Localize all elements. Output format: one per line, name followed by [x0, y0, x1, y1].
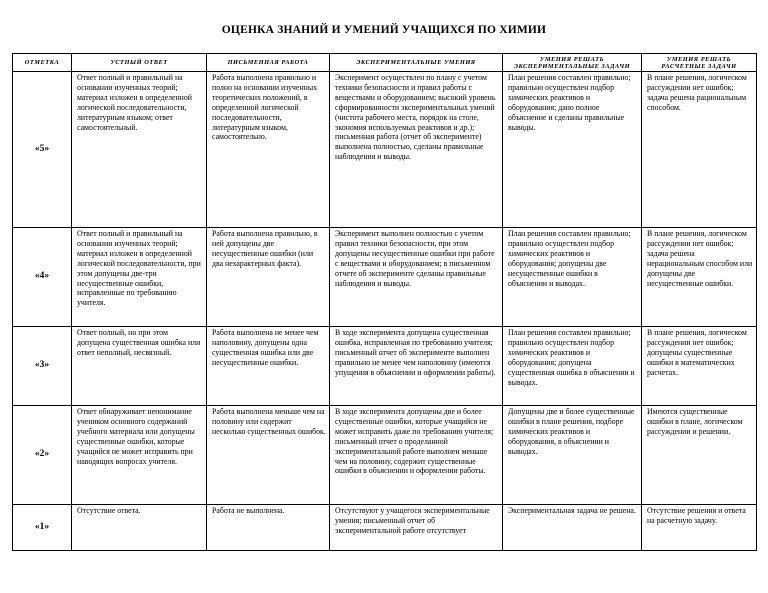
- table-body: [13, 72, 757, 551]
- experimental-skills-cell: В ходе эксперимента допущена существенная ошибка, исправленная по требованию учителя; письменный отчет об эксперименте выполнен правильно не менее чем наполовину (имеются упущения в объяснении и оформлении работы).: [330, 327, 503, 406]
- calc-tasks-cell: Отсутствие решения и ответа на расчетную задачу.: [642, 505, 757, 551]
- written-work-cell: Работа выполнена меньше чем на половину или содержит несколько существенных ошибок.: [207, 406, 330, 505]
- table-row: [13, 406, 757, 505]
- table-header: [13, 54, 757, 72]
- header-experimental-skills: ЭКСПЕРИМЕНТАЛЬНЫЕ УМЕНИЯ: [330, 54, 503, 72]
- calc-tasks-cell: В плане решения, логическом рассуждении нет ошибок; задача решена нерациональным способом или допущены две несущественные ошибки.: [642, 228, 757, 327]
- header-grade: ОТМЕТКА: [13, 54, 72, 72]
- grade-cell: «4»: [13, 228, 72, 327]
- experimental-skills-cell: Эксперимент осуществлен по плану с учетом техники безопасности и правил работы с веществами и оборудованием; высокий уровень сформированности экспериментальных умений (чистота рабочего места, порядок на столе, экономия используемых реактивов и др.); письменная работа (отчет об эксперименте) выполнена полностью, сделаны правильные наблюдения и выводы.: [330, 72, 503, 228]
- oral-answer-cell: Ответ обнаруживает непонимание учеником основного содержаний учебного материала или допущены существенные ошибки, которые учащийся не может исправить при наводящих вопросах учителя.: [72, 406, 207, 505]
- header-row: [13, 54, 757, 72]
- oral-answer-cell: Ответ полный и правильный на основании изученных теорий; материал изложен в определенной логической последовательности, при этом допущены две-три несущественные ошибки, исправленные по требованию учителя.: [72, 228, 207, 327]
- written-work-cell: Работа выполнена не менее чем наполовину, допущены одна существенная ошибка или две несущественные ошибки.: [207, 327, 330, 406]
- oral-answer-cell: Ответ полный, но при этом допущена существенная ошибка или ответ неполный, несвязный.: [72, 327, 207, 406]
- header-calc-tasks: УМЕНИЯ РЕШАТЬ РАСЧЕТНЫЕ ЗАДАЧИ: [642, 54, 757, 72]
- experimental-tasks-cell: Допущены две и более существенные ошибки в плане решения, подборе химических реактивов и оборудования, в объяснении и выводах.: [503, 406, 642, 505]
- page-title: ОЦЕНКА ЗНАНИЙ И УМЕНИЙ УЧАЩИХСЯ ПО ХИМИИ: [221, 24, 547, 36]
- calc-tasks-cell: В плане решения, логическом рассуждении нет ошибок; задача решена рациональным способом.: [642, 72, 757, 228]
- experimental-skills-cell: В ходе эксперимента допущены две и более существенные ошибки, которые учащийся не может исправить даже по требованию учителя; письменный отчет о проделанной экспериментальной работе выполнен меньше чем на половину, содержит существенные ошибки в объяснении и оформлении работы.: [330, 406, 503, 505]
- calc-tasks-cell: В плане решения, логическом рассуждении нет ошибок; допущены существенные ошибки в математических расчетах.: [642, 327, 757, 406]
- header-written-work: ПИСЬМЕННАЯ РАБОТА: [207, 54, 330, 72]
- written-work-cell: Работа выполнена правильно и полно на основании изученных теоретических положений, в определенной логической последовательности, литературным языком, самостоятельно.: [207, 72, 330, 228]
- header-experimental-tasks: УМЕНИЯ РЕШАТЬ ЭКСПЕРИМЕНТАЛЬНЫЕ ЗАДАЧИ: [503, 54, 642, 72]
- experimental-tasks-cell: План решения составлен правильно; правильно осуществлен подбор химических реактивов и оборудования; дано полное объяснение и сделаны правильные выводы.: [503, 72, 642, 228]
- grade-cell: «1»: [13, 505, 72, 551]
- table-row: [13, 327, 757, 406]
- grade-cell: «5»: [13, 72, 72, 228]
- experimental-tasks-cell: План решения составлен правильно; правильно осуществлен подбор химических реактивов и оборудования; допущена существенная ошибка в объяснении и выводах.: [503, 327, 642, 406]
- experimental-tasks-cell: План решения составлен правильно; правильно осуществлен подбор химических реактивов и оборудования; допущены две несущественные ошибки в объяснении и выводах.: [503, 228, 642, 327]
- grade-cell: «2»: [13, 406, 72, 505]
- table-row: [13, 228, 757, 327]
- calc-tasks-cell: Имеются существенные ошибки в плане, логическом рассуждении и решении.: [642, 406, 757, 505]
- table-row: [13, 72, 757, 228]
- grading-table: [12, 53, 757, 551]
- written-work-cell: Работа выполнена правильно, в ней допущены две несущественные ошибки (или два нехарактерных факта).: [207, 228, 330, 327]
- written-work-cell: Работа не выполнена.: [207, 505, 330, 551]
- header-oral-answer: УСТНЫЙ ОТВЕТ: [72, 54, 207, 72]
- oral-answer-cell: Ответ полный и правильный на основании изученных теорий; материал изложен в определенной логической последовательности, литературным языком; ответ самостоятельный.: [72, 72, 207, 228]
- experimental-tasks-cell: Экспериментальная задача не решена.: [503, 505, 642, 551]
- table-row: [13, 505, 757, 551]
- grade-cell: «3»: [13, 327, 72, 406]
- oral-answer-cell: Отсутствие ответа.: [72, 505, 207, 551]
- experimental-skills-cell: Отсутствуют у учащегося экспериментальные умения; письменный отчет об экспериментальной работе отсутствует: [330, 505, 503, 551]
- experimental-skills-cell: Эксперимент выполнен полностью с учетом правил техники безопасности, при этом допущены несущественные ошибки при работе с веществами и оборудованием; в письменном отчете об эксперименте сделаны правильные наблюдения и выводы.: [330, 228, 503, 327]
